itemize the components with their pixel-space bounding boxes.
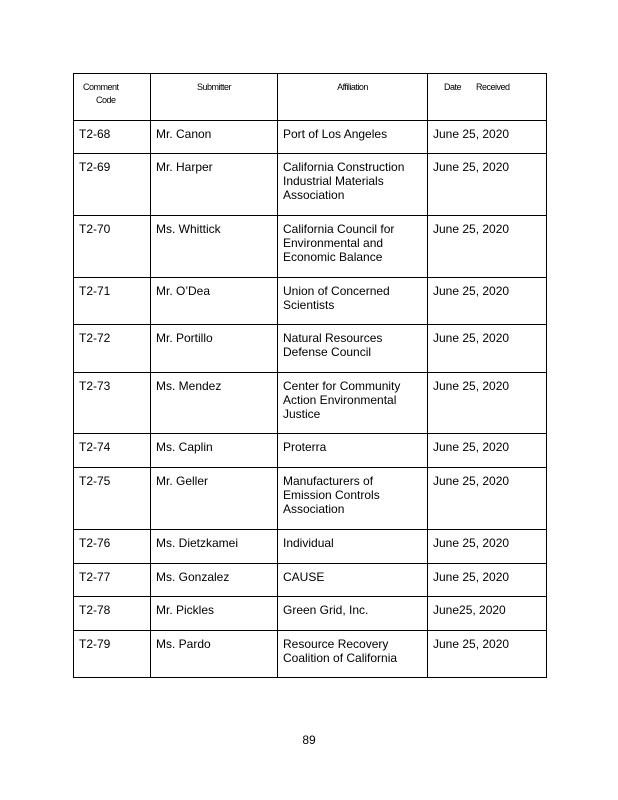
comment-code-text: T2-74 bbox=[79, 440, 111, 454]
affiliation-text bbox=[278, 278, 427, 312]
comment-code-cell bbox=[74, 631, 151, 678]
date-received-text: June 25, 2020 bbox=[433, 284, 510, 298]
header-date-label: Date bbox=[444, 82, 462, 92]
comment-code-cell bbox=[74, 121, 151, 154]
table-row bbox=[74, 154, 547, 216]
table-row bbox=[74, 278, 547, 325]
affiliation-line: California Construction bbox=[283, 160, 405, 174]
page-number: 89 bbox=[302, 733, 316, 747]
submitter-text: Ms. Mendez bbox=[156, 379, 222, 393]
affiliation-line: CAUSE bbox=[283, 570, 325, 584]
table-row bbox=[74, 468, 547, 530]
table-row bbox=[74, 216, 547, 278]
date-received-cell bbox=[428, 631, 547, 678]
comment-code-cell bbox=[74, 530, 151, 564]
affiliation-line: Industrial Materials bbox=[283, 174, 384, 188]
affiliation-line: Resource Recovery bbox=[283, 637, 389, 651]
comment-code-cell bbox=[74, 154, 151, 216]
affiliation-cell bbox=[278, 325, 428, 373]
submitter-text: Ms. Pardo bbox=[156, 637, 211, 651]
comment-code-text: T2-79 bbox=[79, 637, 111, 651]
date-received-cell bbox=[428, 154, 547, 216]
affiliation-line: Natural Resources bbox=[283, 331, 383, 345]
affiliation-cell bbox=[278, 530, 428, 564]
submitter-cell bbox=[151, 564, 278, 597]
date-received-cell bbox=[428, 530, 547, 564]
affiliation-text bbox=[278, 373, 427, 421]
affiliation-line: Association bbox=[283, 188, 345, 202]
submitter-text: Ms. Gonzalez bbox=[156, 570, 230, 584]
header-affiliation-label: Affiliation bbox=[337, 82, 368, 92]
affiliation-line: Union of Concerned bbox=[283, 284, 390, 298]
table-row bbox=[74, 434, 547, 468]
affiliation-line: Scientists bbox=[283, 298, 335, 312]
date-received-text: June 25, 2020 bbox=[433, 127, 510, 141]
affiliation-cell bbox=[278, 154, 428, 216]
submitter-cell bbox=[151, 530, 278, 564]
date-received-text: June 25, 2020 bbox=[433, 222, 510, 236]
affiliation-text bbox=[278, 216, 427, 264]
affiliation-text bbox=[278, 325, 427, 359]
affiliation-text bbox=[278, 530, 427, 550]
date-received-text: June 25, 2020 bbox=[433, 570, 510, 584]
submitter-cell bbox=[151, 468, 278, 530]
comment-code-text: T2-78 bbox=[79, 603, 111, 617]
affiliation-cell bbox=[278, 468, 428, 530]
submitter-cell bbox=[151, 373, 278, 434]
comment-code-text: T2-72 bbox=[79, 331, 111, 345]
date-received-text: June 25, 2020 bbox=[433, 440, 510, 454]
affiliation-line: Manufacturers of bbox=[283, 474, 374, 488]
affiliation-cell bbox=[278, 597, 428, 631]
affiliation-line: Center for Community bbox=[283, 379, 401, 393]
affiliation-cell bbox=[278, 278, 428, 325]
affiliation-text bbox=[278, 564, 427, 584]
submitter-text: Mr. Canon bbox=[156, 127, 212, 141]
date-received-cell bbox=[428, 468, 547, 530]
affiliation-text bbox=[278, 121, 427, 141]
affiliation-line: Green Grid, Inc. bbox=[283, 603, 369, 617]
header-date-received bbox=[428, 74, 547, 121]
affiliation-line: Association bbox=[283, 502, 345, 516]
header-comment-code bbox=[74, 74, 151, 121]
submitter-text: Ms. Caplin bbox=[156, 440, 213, 454]
affiliation-text bbox=[278, 597, 427, 617]
date-received-cell bbox=[428, 278, 547, 325]
date-received-text: June 25, 2020 bbox=[433, 379, 510, 393]
affiliation-text bbox=[278, 468, 427, 516]
comment-code-text: T2-76 bbox=[79, 536, 111, 550]
date-received-cell bbox=[428, 564, 547, 597]
affiliation-line: Proterra bbox=[283, 440, 327, 454]
affiliation-cell bbox=[278, 121, 428, 154]
date-received-text: June 25, 2020 bbox=[433, 536, 510, 550]
affiliation-text bbox=[278, 154, 427, 202]
submitter-text: Mr. Geller bbox=[156, 474, 209, 488]
date-received-text: June 25, 2020 bbox=[433, 331, 510, 345]
date-received-cell bbox=[428, 373, 547, 434]
affiliation-cell bbox=[278, 434, 428, 468]
date-received-cell bbox=[428, 325, 547, 373]
submitter-text: Mr. Harper bbox=[156, 160, 213, 174]
comment-code-cell bbox=[74, 597, 151, 631]
affiliation-cell bbox=[278, 216, 428, 278]
header-code-line2: Code bbox=[96, 95, 116, 105]
submitter-text: Mr. Portillo bbox=[156, 331, 213, 345]
comment-code-cell bbox=[74, 468, 151, 530]
header-submitter bbox=[151, 74, 278, 121]
submitter-text: Ms. Whittick bbox=[156, 222, 221, 236]
affiliation-line: Action Environmental bbox=[283, 393, 397, 407]
affiliation-cell bbox=[278, 631, 428, 678]
affiliation-text bbox=[278, 631, 427, 665]
submitter-text: Mr. O’Dea bbox=[156, 284, 211, 298]
table-row bbox=[74, 530, 547, 564]
submitter-cell bbox=[151, 121, 278, 154]
comments-table bbox=[73, 73, 547, 678]
comment-code-cell bbox=[74, 434, 151, 468]
table-row bbox=[74, 325, 547, 373]
date-received-cell bbox=[428, 597, 547, 631]
comment-code-text: T2-71 bbox=[79, 284, 111, 298]
date-received-cell bbox=[428, 121, 547, 154]
affiliation-cell bbox=[278, 373, 428, 434]
table-row bbox=[74, 597, 547, 631]
affiliation-line: Emission Controls bbox=[283, 488, 380, 502]
submitter-text: Mr. Pickles bbox=[156, 603, 215, 617]
table-row bbox=[74, 121, 547, 154]
submitter-cell bbox=[151, 278, 278, 325]
comment-code-text: T2-69 bbox=[79, 160, 111, 174]
comment-code-cell bbox=[74, 278, 151, 325]
comment-code-cell bbox=[74, 216, 151, 278]
submitter-cell bbox=[151, 434, 278, 468]
header-code-line1: Comment bbox=[83, 82, 119, 92]
affiliation-line: California Council for bbox=[283, 222, 395, 236]
comment-code-text: T2-70 bbox=[79, 222, 111, 236]
comment-code-cell bbox=[74, 325, 151, 373]
date-received-text: June 25, 2020 bbox=[433, 160, 510, 174]
comment-code-text: T2-77 bbox=[79, 570, 111, 584]
table-row bbox=[74, 373, 547, 434]
comment-code-text: T2-68 bbox=[79, 127, 111, 141]
submitter-cell bbox=[151, 597, 278, 631]
submitter-cell bbox=[151, 325, 278, 373]
affiliation-text bbox=[278, 434, 427, 454]
date-received-text: June 25, 2020 bbox=[433, 637, 510, 651]
table-row bbox=[74, 564, 547, 597]
date-received-text: June25, 2020 bbox=[433, 603, 506, 617]
submitter-cell bbox=[151, 216, 278, 278]
submitter-cell bbox=[151, 631, 278, 678]
date-received-text: June 25, 2020 bbox=[433, 474, 510, 488]
affiliation-line: Individual bbox=[283, 536, 334, 550]
affiliation-line: Economic Balance bbox=[283, 250, 383, 264]
comment-code-cell bbox=[74, 564, 151, 597]
header-affiliation bbox=[278, 74, 428, 121]
affiliation-line: Environmental and bbox=[283, 236, 384, 250]
table-row bbox=[74, 631, 547, 678]
date-received-cell bbox=[428, 216, 547, 278]
affiliation-line: Justice bbox=[283, 407, 321, 421]
affiliation-line: Port of Los Angeles bbox=[283, 127, 388, 141]
submitter-cell bbox=[151, 154, 278, 216]
affiliation-cell bbox=[278, 564, 428, 597]
submitter-text: Ms. Dietzkamei bbox=[156, 536, 239, 550]
header-submitter-label: Submitter bbox=[196, 82, 231, 92]
comment-code-cell bbox=[74, 373, 151, 434]
date-received-cell bbox=[428, 434, 547, 468]
table-header-row bbox=[74, 74, 547, 121]
comment-code-text: T2-75 bbox=[79, 474, 111, 488]
comment-code-text: T2-73 bbox=[79, 379, 111, 393]
affiliation-line: Defense Council bbox=[283, 345, 372, 359]
header-received-label: Received bbox=[476, 82, 510, 92]
affiliation-line: Coalition of California bbox=[283, 651, 398, 665]
